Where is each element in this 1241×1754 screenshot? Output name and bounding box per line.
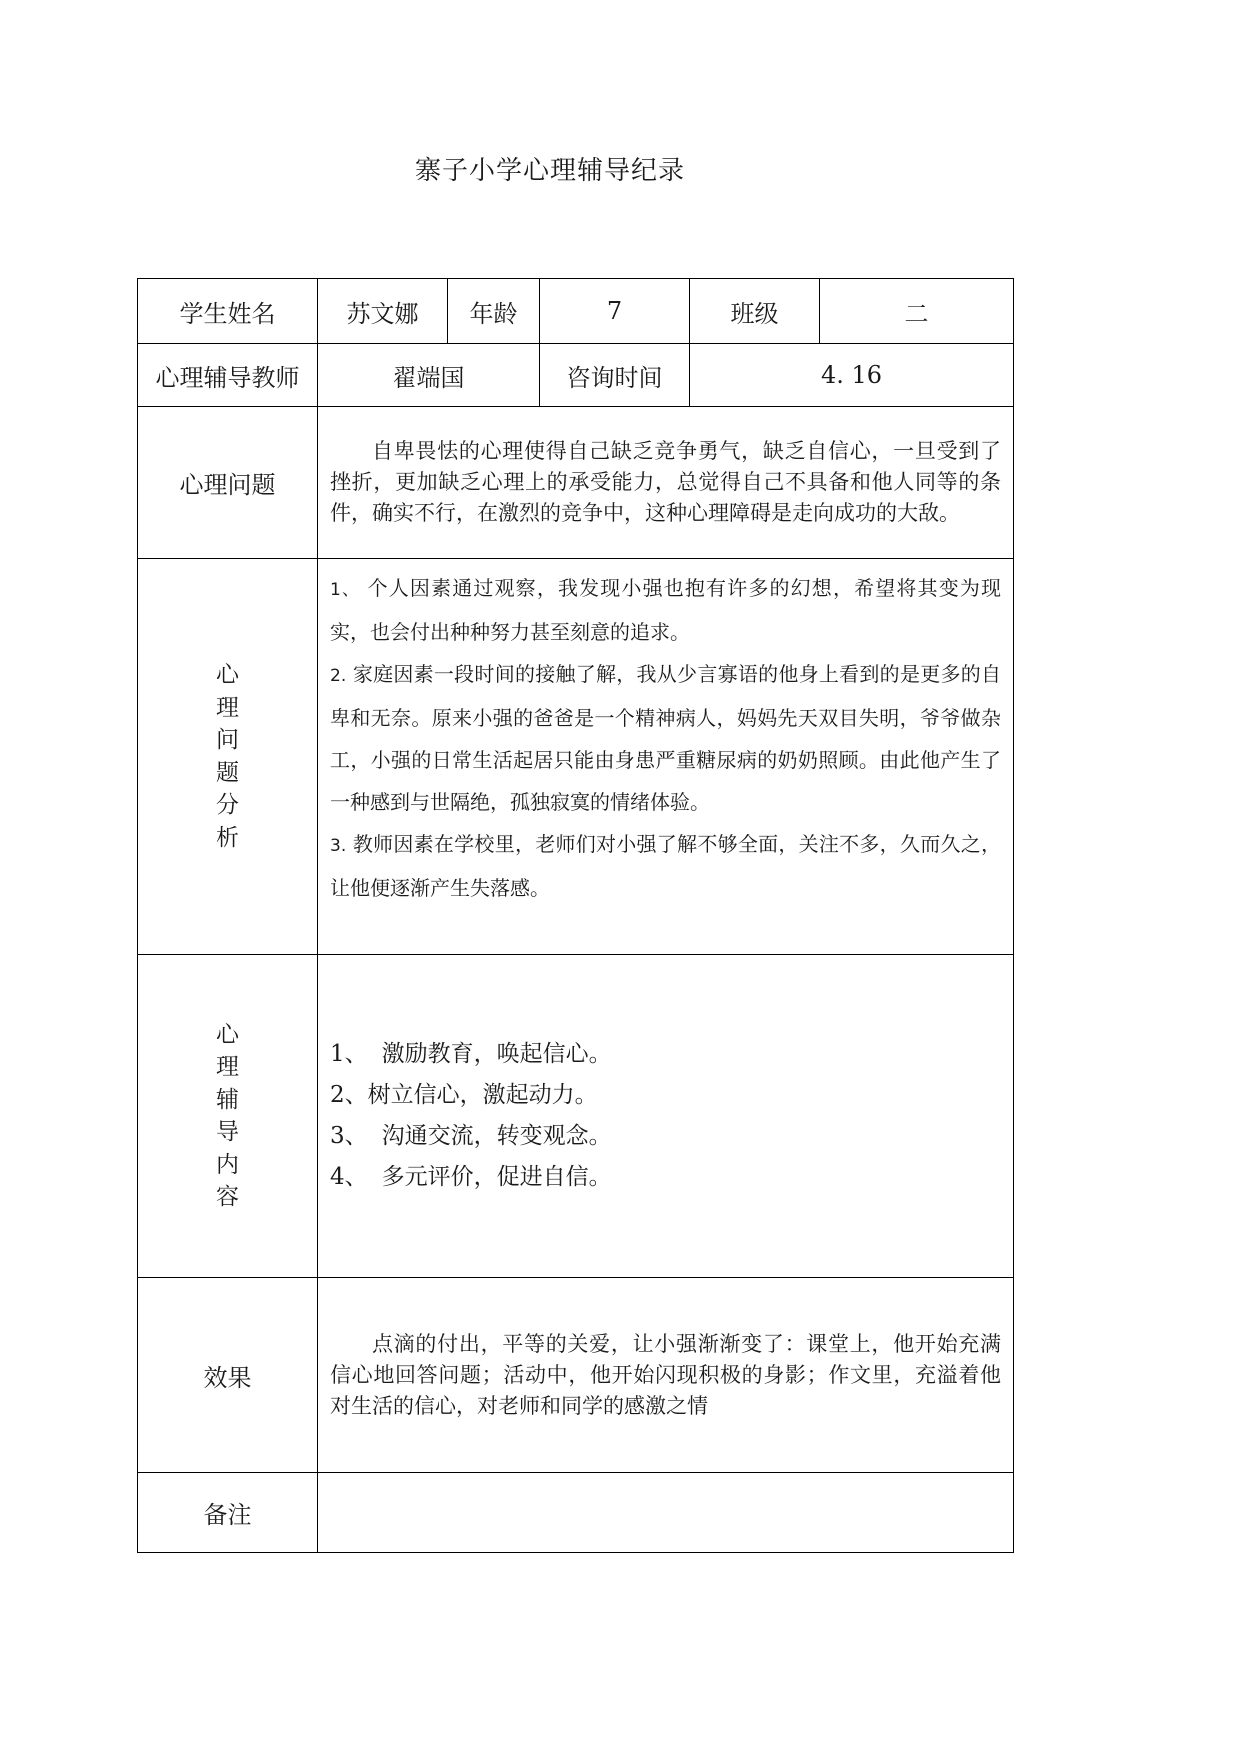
analysis-item-text: 教师因素在学校里，老师们对小强了解不够全面，关注不多，久而久之，让他便逐渐产生失落感。 [330, 832, 1001, 900]
counseling-item [330, 1157, 1001, 1198]
analysis-item [318, 567, 1013, 653]
problem-label: 心理问题 [138, 407, 318, 559]
document-title: 寨子小学心理辅导纪录 [414, 156, 685, 186]
analysis-item-text: 家庭因素一段时间的接触了解，我从少言寡语的他身上看到的是更多的自卑和无奈。原来小强的爸爸是一个精神病人，妈妈先天双目失明，爷爷做杂工，小强的日常生活起居只能由身患严重糖尿病的奶奶照顾。由此他产生了一种感到与世隔绝，孤独寂寞的情绪体验。 [330, 662, 1001, 814]
counseling-content [318, 955, 1014, 1278]
remarks-label: 备注 [138, 1473, 318, 1553]
problem-content [318, 407, 1014, 559]
analysis-item [318, 823, 1013, 909]
counseling-item-text: 激励教育，唤起信心。 [381, 1041, 612, 1067]
analysis-item-number: 3. [330, 836, 347, 856]
consult-time-label: 咨询时间 [540, 344, 690, 407]
analysis-content [318, 559, 1014, 955]
counseling-list [318, 1034, 1013, 1198]
student-info-row [138, 279, 1014, 344]
counseling-item-text: 树立信心，激起动力。 [367, 1082, 598, 1108]
effect-label: 效果 [138, 1278, 318, 1473]
counseling-record-table [137, 278, 1014, 1553]
counseling-row [138, 955, 1014, 1278]
counseling-label: 心理辅导内容 [216, 1021, 239, 1210]
remarks-value [318, 1473, 1014, 1553]
student-name-label: 学生姓名 [138, 279, 318, 344]
counseling-label-cell [138, 955, 318, 1278]
analysis-row [138, 559, 1014, 955]
teacher-value: 翟端国 [318, 344, 540, 407]
class-value: 二 [820, 279, 1014, 344]
analysis-item [318, 653, 1013, 823]
counseling-item-text: 多元评价，促进自信。 [381, 1164, 612, 1190]
counseling-item-text: 沟通交流，转变观念。 [381, 1123, 612, 1149]
age-label: 年龄 [448, 279, 540, 344]
counseling-item [330, 1075, 1001, 1116]
analysis-label-cell [138, 559, 318, 955]
counseling-item-number: 4、 [330, 1164, 368, 1190]
analysis-item-number: 2. [330, 666, 347, 686]
problem-text: 自卑畏怯的心理使得自己缺乏竞争勇气，缺乏自信心，一旦受到了挫折，更加缺乏心理上的承受能力，总觉得自己不具备和他人同等的条件，确实不行，在激烈的竞争中，这种心理障碍是走向成功的大敌。 [330, 439, 1001, 525]
teacher-label: 心理辅导教师 [138, 344, 318, 407]
student-name-value: 苏文娜 [318, 279, 448, 344]
counseling-item [330, 1116, 1001, 1157]
effect-content [318, 1278, 1014, 1473]
counseling-item-number: 1、 [330, 1041, 368, 1067]
counseling-item-number: 2、 [330, 1082, 368, 1108]
analysis-item-text: 个人因素通过观察，我发现小强也抱有许多的幻想，希望将其变为现实，也会付出种种努力甚至刻意的追求。 [330, 576, 1001, 644]
remarks-row [138, 1473, 1014, 1553]
counseling-item [330, 1034, 1001, 1075]
age-value: 7 [540, 279, 690, 344]
class-label: 班级 [690, 279, 820, 344]
counseling-item-number: 3、 [330, 1123, 368, 1149]
effect-row [138, 1278, 1014, 1473]
analysis-item-number: 1、 [330, 580, 361, 600]
effect-text: 点滴的付出，平等的关爱，让小强渐渐变了：课堂上，他开始充满信心地回答问题；活动中，他开始闪现积极的身影；作文里，充溢着他对生活的信心，对老师和同学的感激之情 [330, 1331, 1001, 1418]
teacher-info-row [138, 344, 1014, 407]
analysis-label: 心理问题分析 [216, 662, 239, 851]
consult-time-value: 4. 16 [690, 344, 1014, 407]
problem-row [138, 407, 1014, 559]
